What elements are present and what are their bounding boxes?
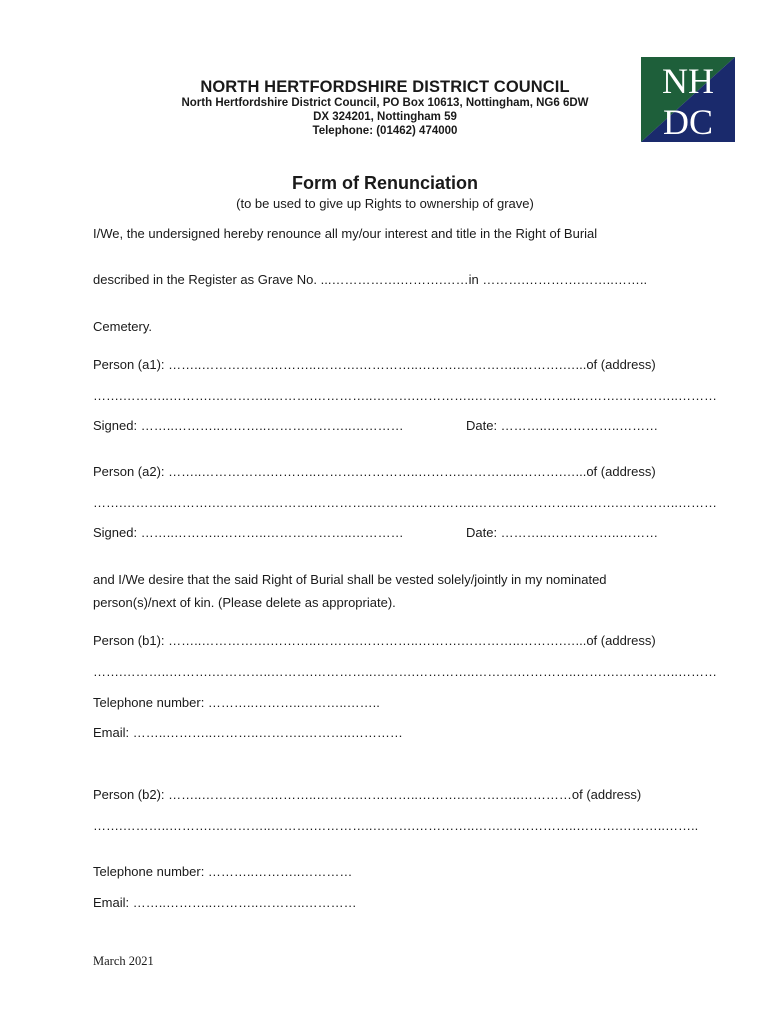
form-title: Form of Renunciation: [292, 173, 478, 193]
vesting-statement-line1: and I/We desire that the said Right of Burial shall be vested solely/jointly in my nominated: [93, 572, 607, 587]
person-a1-field[interactable]: Person (a1): ……..…………….………..……….…………..……….…………..……….…...of (address): [93, 357, 656, 372]
person-a1-signed-field[interactable]: Signed: ……..………..………..………………..…………: [93, 418, 404, 433]
person-b2-address-field[interactable]: …….………..……….…………..……….…………..……….…………..……….…………..……….………..……..: [93, 818, 699, 833]
footer-date: March 2021: [93, 954, 154, 968]
person-b2-telephone-field[interactable]: Telephone number: ………..………..…………: [93, 864, 353, 879]
person-a1-date-field[interactable]: Date: ………..……………..………: [466, 418, 659, 433]
renounce-statement: I/We, the undersigned hereby renounce all my/our interest and title in the Right of Burial: [93, 226, 598, 241]
person-b2-email-field[interactable]: Email: ……..………..………..………..…………: [93, 895, 357, 910]
council-address: North Hertfordshire District Council, PO Box 10613, Nottingham, NG6 6DW: [181, 97, 589, 109]
council-dx: DX 324201, Nottingham 59: [313, 111, 457, 123]
person-a1-address-field[interactable]: …….………..……….…………..……….…………..……….…………..……….…………..……….…………..………: [93, 388, 718, 403]
person-b1-telephone-field[interactable]: Telephone number: ………..………..………..……..: [93, 695, 380, 710]
form-subtitle: (to be used to give up Rights to ownership of grave): [236, 196, 534, 211]
person-b1-field[interactable]: Person (b1): ……..…………….………..……….…………..……….…………..……….…...of (address): [93, 633, 656, 648]
council-name: NORTH HERTFORDSHIRE DISTRICT COUNCIL: [200, 78, 570, 96]
grave-number-field[interactable]: described in the Register as Grave No. ...…………….……….……in ……….………….……..……..: [93, 272, 648, 287]
person-b1-email-field[interactable]: Email: ……..………..………..………..………..…………: [93, 725, 403, 740]
cemetery-label: Cemetery.: [93, 319, 152, 334]
nhdc-logo: [641, 57, 735, 142]
logo-letters-bottom: DC: [662, 102, 714, 142]
council-telephone: Telephone: (01462) 474000: [312, 125, 458, 137]
person-a2-signed-field[interactable]: Signed: ……..………..………..………………..…………: [93, 525, 404, 540]
nhdc-logo-graphic: [641, 57, 735, 142]
logo-letters-top: NH: [662, 61, 714, 101]
person-a2-date-field[interactable]: Date: ………..……………..………: [466, 525, 659, 540]
person-b2-field[interactable]: Person (b2): ……..…………….………..……….…………..……….…………..…………of (address): [93, 787, 642, 802]
person-b1-address-field[interactable]: …….………..……….…………..……….…………..……….…………..……….…………..……….…………..………: [93, 664, 718, 679]
person-a2-address-field[interactable]: …….………..……….…………..……….…………..……….…………..……….…………..……….…………..………: [93, 495, 718, 510]
person-a2-field[interactable]: Person (a2): ……..…………….………..……….…………..……….…………..……….…...of (address): [93, 464, 656, 479]
vesting-statement-line2: person(s)/next of kin. (Please delete as appropriate).: [93, 595, 396, 610]
